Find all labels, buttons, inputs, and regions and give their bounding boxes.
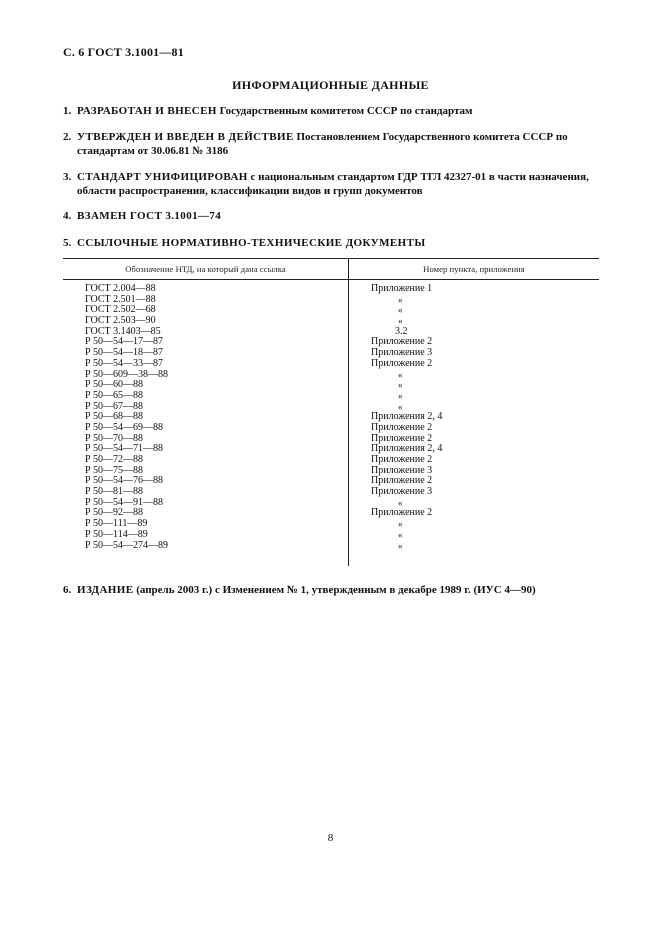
table-cell-reference: « (398, 497, 403, 508)
table-cell-document: Р 50—60—88 (85, 379, 144, 391)
item-text: (апрель 2003 г.) с Изменением № 1, утвержденным в декабре 1989 г. (ИУС 4—90) (136, 584, 536, 596)
table-cell-reference: Приложение 2 (371, 475, 433, 487)
item-text: Постановлением Государственного комитета СССР по стандартам от 30.06.81 № 3186 (77, 131, 568, 157)
table-cell-reference: Приложение 1 (371, 283, 433, 294)
table-cell-reference: « (398, 519, 403, 530)
table-row (63, 380, 599, 391)
table-row (63, 359, 599, 370)
table-cell-reference: Приложение 2 (371, 421, 433, 433)
table-row (63, 541, 599, 552)
item-caption: РАЗРАБОТАН И ВНЕСЕН (77, 105, 217, 117)
table-cell-document: Р 50—75—88 (85, 464, 144, 476)
table-cell-document: Р 50—68—88 (85, 411, 144, 423)
table-body (63, 284, 599, 551)
table-cell-document: Р 50—54—69—88 (85, 421, 164, 433)
table-row (63, 423, 599, 434)
table-cell-reference: « (398, 540, 403, 551)
item-number: 2. (63, 131, 72, 143)
table-cell-reference: « (398, 529, 403, 540)
section-title: ИНФОРМАЦИОННЫЕ ДАННЫЕ (232, 78, 429, 92)
table-header-rule (63, 279, 599, 280)
table-cell-document: ГОСТ 2.502—68 (85, 304, 156, 316)
table-row (63, 370, 599, 381)
table-cell-reference: « (398, 369, 403, 380)
item-caption: ССЫЛОЧНЫЕ НОРМАТИВНО-ТЕХНИЧЕСКИЕ ДОКУМЕНТЫ (77, 237, 426, 249)
page-number: 8 (327, 832, 334, 844)
table-cell-document: Р 50—70—88 (85, 432, 144, 444)
table-cell-document: Р 50—54—17—87 (85, 336, 164, 348)
table-row (63, 498, 599, 509)
table-row (63, 476, 599, 487)
table-row (63, 530, 599, 541)
table-cell-document: ГОСТ 2.501—88 (85, 293, 156, 305)
table-cell-document: Р 50—92—88 (85, 507, 144, 519)
info-item-5 (63, 236, 603, 250)
item-text: Государственным комитетом СССР по стандартам (219, 105, 473, 117)
item-caption: ВЗАМЕН ГОСТ 3.1001—74 (77, 210, 222, 222)
table-row (63, 455, 599, 466)
table-cell-document: Р 50—111—89 (85, 518, 148, 530)
table-cell-reference: « (398, 316, 403, 327)
table-cell-reference: Приложение 2 (371, 336, 433, 348)
table-cell-reference: Приложение 3 (371, 464, 433, 476)
item-number: 3. (63, 171, 72, 183)
table-cell-reference: Приложение 2 (371, 454, 433, 465)
table-cell-reference: « (398, 401, 403, 412)
table-row (63, 444, 599, 455)
table-cell-document: ГОСТ 2.503—90 (85, 315, 156, 327)
table-cell-reference: « (398, 294, 403, 305)
table-cell-document: Р 50—65—88 (85, 389, 144, 401)
table-cell-reference: « (398, 305, 403, 316)
table-cell-document: Р 50—54—274—89 (85, 539, 169, 551)
info-item-2 (63, 130, 603, 158)
table-cell-document: Р 50—67—88 (85, 400, 144, 412)
table-cell-reference: Приложения 2, 4 (371, 411, 443, 423)
item-number: 6. (63, 584, 72, 596)
table-cell-document: Р 50—81—88 (85, 486, 144, 498)
table-row (63, 402, 599, 413)
table-cell-document: Р 50—54—18—87 (85, 347, 164, 359)
table-cell-document: Р 50—54—33—87 (85, 357, 164, 369)
item-number: 1. (63, 105, 72, 117)
table-cell-document: Р 50—54—91—88 (85, 496, 164, 508)
table-cell-reference: Приложение 3 (371, 347, 433, 359)
page-header: С. 6 ГОСТ 3.1001—81 (63, 45, 184, 59)
table-cell-reference: 3.2 (395, 325, 408, 337)
table-row (63, 391, 599, 402)
column-header-document: Обозначение НТД, на который дана ссылка (125, 264, 286, 274)
table-cell-document: ГОСТ 2.004—88 (85, 283, 156, 294)
table-cell-document: Р 50—114—89 (85, 528, 148, 540)
table-cell-reference: « (398, 380, 403, 391)
item-number: 4. (63, 210, 72, 222)
info-item-1 (63, 104, 603, 118)
table-cell-reference: Приложение 2 (371, 357, 433, 369)
info-item-6 (63, 583, 603, 597)
item-number: 5. (63, 237, 72, 249)
table-cell-reference: Приложения 2, 4 (371, 443, 443, 455)
table-cell-document: ГОСТ 3.1403—85 (85, 325, 161, 337)
info-item-3 (63, 170, 603, 198)
table-cell-reference: Приложение 3 (371, 486, 433, 498)
item-caption: УТВЕРЖДЕН И ВВЕДЕН В ДЕЙСТВИЕ (77, 131, 294, 143)
table-cell-document: Р 50—54—76—88 (85, 475, 164, 487)
table-top-rule (63, 258, 599, 259)
table-cell-document: Р 50—54—71—88 (85, 443, 164, 455)
table-cell-reference: Приложение 2 (371, 432, 433, 444)
item-text: с национальным стандартом ГДР ТГЛ 42327-01 в части назначения, области распространения, классификации видов и групп документов (77, 171, 589, 197)
item-caption: СТАНДАРТ УНИФИЦИРОВАН (77, 171, 248, 183)
table-cell-reference: « (398, 390, 403, 401)
info-item-4 (63, 209, 603, 223)
table-cell-reference: Приложение 2 (371, 507, 433, 519)
column-header-reference: Номер пункта, приложения (423, 264, 525, 274)
reference-documents-table (63, 258, 599, 568)
item-caption: ИЗДАНИЕ (77, 584, 134, 596)
table-cell-document: Р 50—609—38—88 (85, 368, 169, 380)
table-cell-document: Р 50—72—88 (85, 454, 144, 465)
